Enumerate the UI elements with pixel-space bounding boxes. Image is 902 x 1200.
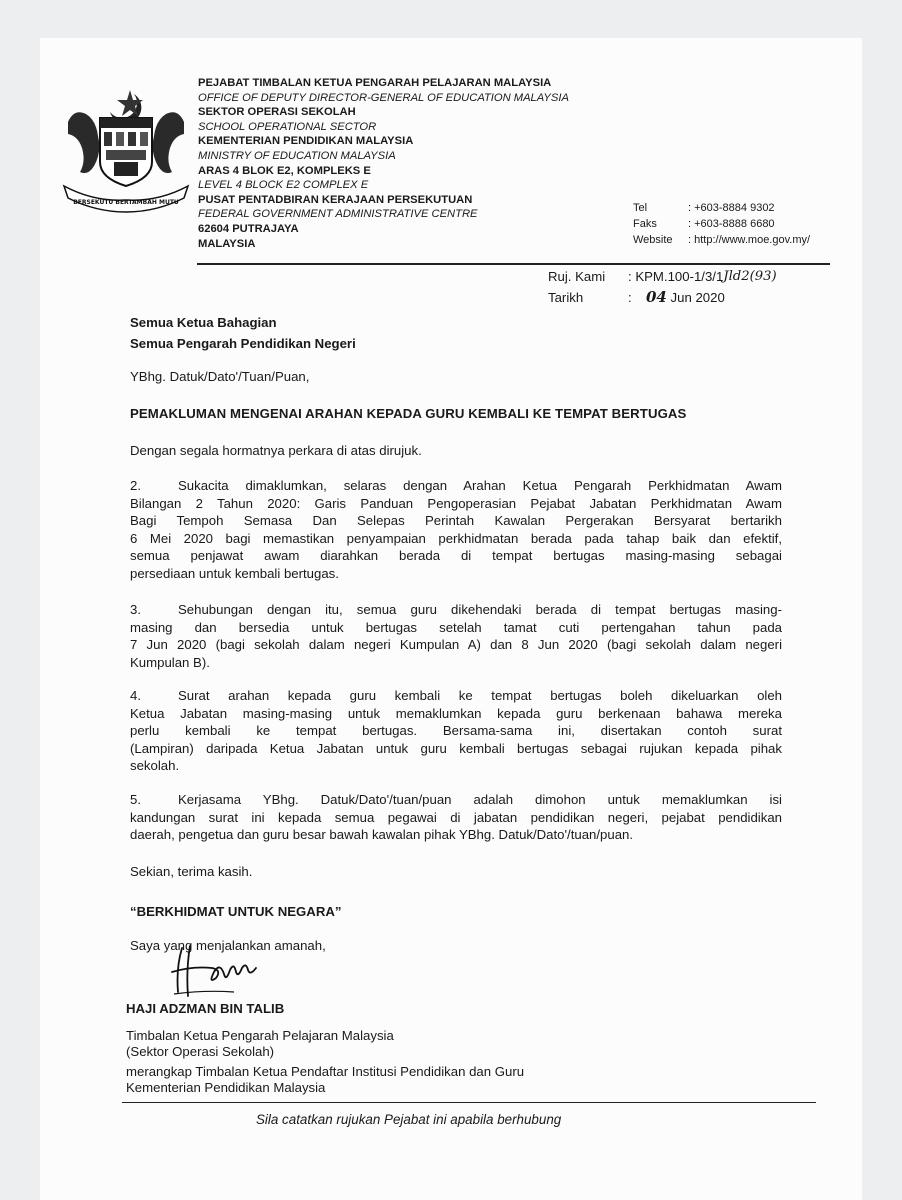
tarikh-label: Tarikh: [548, 290, 584, 305]
recipients: [130, 312, 356, 354]
reference-block: [548, 266, 777, 308]
paragraph-number: 4.: [130, 688, 141, 703]
paragraph-line: Bagi Tempoh Semasa Dan Selepas Perintah Kawalan Pergerakan Bersyarat bertarikh: [130, 513, 782, 528]
paragraph-2: [130, 477, 782, 582]
signature-icon: [160, 942, 270, 1006]
signatory-title-line: (Sektor Operasi Sekolah): [126, 1044, 275, 1059]
signatory-title-line: Kementerian Pendidikan Malaysia: [126, 1080, 326, 1095]
letterhead: [198, 76, 569, 251]
signoff-text: Saya yang menjalankan amanah,: [130, 938, 326, 953]
motto-text: “BERKHIDMAT UNTUK NEGARA”: [130, 904, 342, 919]
tarikh-day-handwritten: 04: [646, 288, 667, 306]
ruj-handwritten: Jld2(93): [723, 269, 777, 284]
paragraph-line: Ketua Jabatan masing-masing untuk memaklumkan kepada guru berkenaan bahawa mereka: [130, 705, 782, 721]
paragraph-line: Surat arahan kepada guru kembali ke tempat bertugas boleh dikeluarkan oleh: [178, 688, 782, 703]
signatory-name: HAJI ADZMAN BIN TALIB: [126, 1001, 285, 1016]
tarikh-rest: Jun 2020: [670, 290, 725, 305]
letterhead-line: LEVEL 4 BLOCK E2 COMPLEX E: [198, 179, 369, 192]
tel-value: : +603-8884 9302: [688, 202, 775, 214]
faks-label: Faks: [633, 218, 657, 230]
letterhead-line: FEDERAL GOVERNMENT ADMINISTRATIVE CENTRE: [198, 208, 478, 221]
signatory-title-line: merangkap Timbalan Ketua Pendaftar Institusi Pendidikan dan Guru: [126, 1064, 525, 1079]
contact-block: [633, 200, 810, 248]
paragraph-line: Sukacita dimaklumkan, selaras dengan Arahan Ketua Pengarah Perkhidmatan Awam: [178, 478, 782, 493]
signatory-titles: [126, 1028, 524, 1096]
subject-heading: PEMAKLUMAN MENGENAI ARAHAN KEPADA GURU KEMBALI KE TEMPAT BERTUGAS: [130, 406, 687, 421]
ruj-value: : KPM.100-1/3/1: [628, 269, 724, 284]
intro-text: Dengan segala hormatnya perkara di atas dirujuk.: [130, 443, 422, 458]
paragraph-4: [130, 687, 782, 775]
ruj-label: Ruj. Kami: [548, 269, 606, 284]
website-label: Website: [633, 234, 673, 246]
paragraph-3: [130, 601, 782, 671]
closing-text: Sekian, terima kasih.: [130, 864, 253, 879]
letterhead-line: 62604 PUTRAJAYA: [198, 222, 299, 235]
paragraph-5: [130, 791, 782, 844]
letterhead-line: ARAS 4 BLOK E2, KOMPLEKS E: [198, 164, 371, 177]
paragraph-line: Kumpulan B).: [130, 654, 210, 670]
paragraph-line: 6 Mei 2020 bagi memastikan penyampaian perkhidmatan berada pada tahap baik dan efektif,: [130, 530, 782, 546]
letterhead-line: SEKTOR OPERASI SEKOLAH: [198, 106, 356, 119]
malaysia-coat-of-arms-icon: [58, 82, 194, 214]
tarikh-colon: :: [628, 290, 632, 305]
paragraph-line: perlu kembali ke tempat bertugas. Bersama-sama ini, disertakan contoh surat: [130, 723, 782, 738]
header-divider: [197, 263, 830, 265]
letterhead-line: MALAYSIA: [198, 237, 256, 250]
recipient-line: Semua Ketua Bahagian: [130, 315, 277, 330]
recipient-line: Semua Pengarah Pendidikan Negeri: [130, 336, 356, 351]
paragraph-line: 7 Jun 2020 (bagi sekolah dalam negeri Kumpulan A) dan 8 Jun 2020 (bagi sekolah dalam negeri: [130, 637, 782, 652]
signatory-title-line: Timbalan Ketua Pengarah Pelajaran Malaysia: [126, 1028, 394, 1043]
paragraph-line: (Lampiran) daripada Ketua Jabatan untuk guru kembali bertugas sebagai rujukan kepada pihak: [130, 740, 782, 756]
paragraph-line: masing dan bersedia untuk bertugas setelah tamat cuti pertengahan tahun pada: [130, 619, 782, 635]
paragraph-line: kandungan surat ini kepada semua pegawai di jabatan pendidikan negeri, pejabat pendidikan: [130, 809, 782, 825]
paragraph-line: Sehubungan dengan itu, semua guru dikehendaki berada di tempat bertugas masing-: [178, 602, 782, 617]
paragraph-number: 2.: [130, 478, 141, 493]
paragraph-line: semua penjawat awam diarahkan berada di tempat bertugas masing-masing sebagai: [130, 548, 782, 563]
paragraph-line: Bilangan 2 Tahun 2020: Garis Panduan Pengoperasian Pejabat Jabatan Perkhidmatan Awam: [130, 495, 782, 511]
tel-label: Tel: [633, 202, 648, 214]
paragraph-line: Kerjasama YBhg. Datuk/Dato'/tuan/puan adalah dimohon untuk memaklumkan isi: [178, 792, 782, 807]
letterhead-line: MINISTRY OF EDUCATION MALAYSIA: [198, 149, 396, 162]
letterhead-line: OFFICE OF DEPUTY DIRECTOR-GENERAL OF EDUCATION MALAYSIA: [198, 91, 569, 104]
letterhead-line: PUSAT PENTADBIRAN KERAJAAN PERSEKUTUAN: [198, 193, 473, 206]
paragraph-line: persediaan untuk kembali bertugas.: [130, 565, 339, 581]
letterhead-line: KEMENTERIAN PENDIDIKAN MALAYSIA: [198, 135, 414, 148]
salutation: YBhg. Datuk/Dato'/Tuan/Puan,: [130, 369, 310, 384]
footer-divider: [122, 1102, 816, 1103]
paragraph-number: 3.: [130, 602, 141, 617]
svg-text:BERSEKUTU BERTAMBAH MUTU: BERSEKUTU BERTAMBAH MUTU: [73, 199, 179, 206]
paragraph-number: 5.: [130, 792, 141, 807]
footer-note: Sila catatkan rujukan Pejabat ini apabila berhubung: [256, 1112, 562, 1127]
website-value: : http://www.moe.gov.my/: [688, 234, 811, 246]
paragraph-line: daerah, pengetua dan guru besar bawah kawalan pihak YBhg. Datuk/Dato'/tuan/puan.: [130, 827, 634, 842]
letterhead-line: SCHOOL OPERATIONAL SECTOR: [198, 120, 377, 133]
paragraph-line: sekolah.: [130, 758, 180, 773]
faks-value: : +603-8888 6680: [688, 218, 775, 230]
letterhead-line: PEJABAT TIMBALAN KETUA PENGARAH PELAJARAN MALAYSIA: [198, 77, 552, 89]
